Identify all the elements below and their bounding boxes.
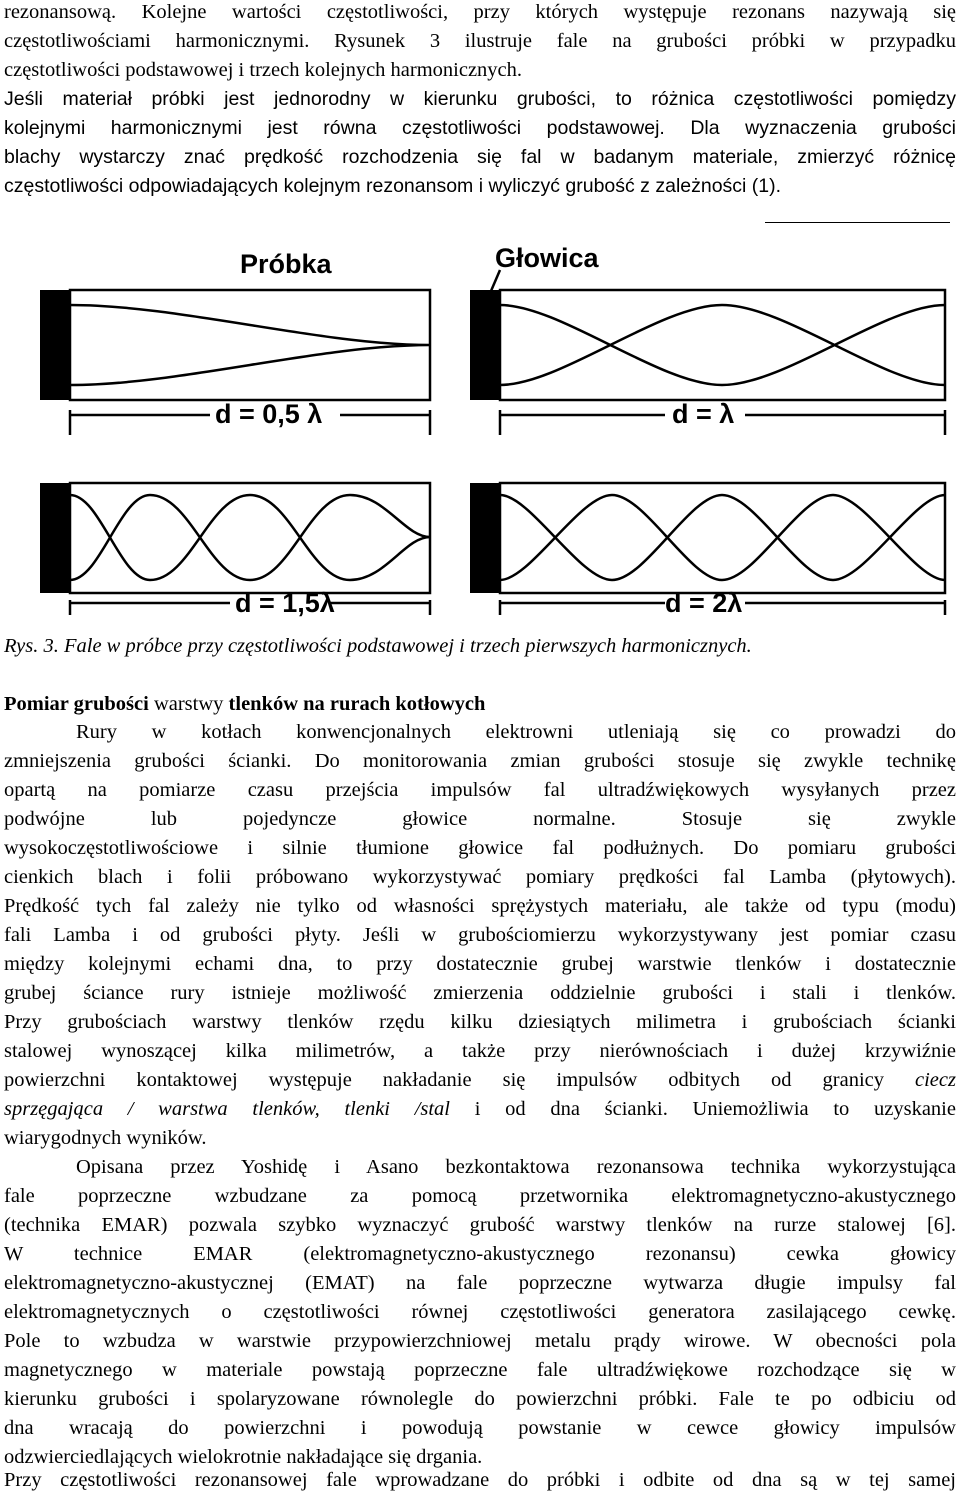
heading-part-1: Pomiar grubości (4, 693, 149, 715)
para1-last-line: wiarygodnych wyników. (4, 1127, 207, 1149)
section-heading (4, 690, 485, 719)
wave-figure (0, 225, 960, 625)
label-d1: d = 0,5 λ (215, 399, 323, 429)
para2-line-5: elektromagnetyczno-akustycznej (EMAT) na fale poprzeczne wytwarza długie impulsy fal (4, 1272, 956, 1294)
sans-line-3: blachy wystarczy znać prędkość rozchodzenia się fal w badanym materiale, zmierzyć różnicę (4, 146, 956, 168)
sans-line-2: kolejnymi harmonicznymi jest równa częstotliwości podstawowej. Dla wyznaczenia grubości (4, 117, 956, 139)
para1-line-11: Przy grubościach warstwy tlenków rzędu kilku dziesiątych milimetra i grubościach ścianki (4, 1011, 956, 1033)
figure-caption: Rys. 3. Fale w próbce przy częstotliwości podstawowej i trzech pierwszych harmonicznych. (4, 635, 752, 657)
para1-line-12: stalowej wynoszącej kilka milimetrów, a także przy nierównościach i dużej krzywiźnie (4, 1040, 956, 1062)
para2-line-10: dna wracają do powierzchni i powodują powstanie w cewce głowicy impulsów (4, 1417, 956, 1439)
transducer-block-3 (40, 483, 70, 593)
para2-line-8: magnetycznego w materiale powstają poprzeczne fale ultradźwiękowe rozchodzące się w (4, 1359, 956, 1381)
para1-line-2: zmniejszenia grubości ścianki. Do monitorowania zmian grubości stosuje się zwykle technikę (4, 750, 956, 772)
label-d4: d = 2λ (665, 588, 743, 618)
sample-bar-3 (70, 483, 430, 593)
intro-line-1: rezonansową. Kolejne wartości częstotliwości, przy których występuje rezonans nazywają się (4, 1, 956, 23)
para1-line-8: fali Lamba i od grubości płyty. Jeśli w grubościomierzu wykorzystywany jest pomiar czasu (4, 924, 956, 946)
para1-line-7: Prędkość tych fal zależy nie tylko od własności sprężystych materiału, ale także od typu (modu) (4, 895, 956, 917)
transducer-block-2 (470, 290, 500, 400)
label-sample: Próbka (240, 249, 332, 279)
para2-line-7: Pole to wzbudza w warstwie przypowierzchniowej metalu prądy wirowe. W obecności pola (4, 1330, 956, 1352)
para1-line-6: cienkich blach i folii próbowano wykorzystywać pomiary prędkości fal Lamba (płytowych). (4, 866, 956, 888)
para2-last-line: odzwierciedlających wielokrotnie nakładające się drgania. (4, 1446, 483, 1468)
heading-part-3: tlenków na rurach kotłowych (228, 693, 486, 715)
wave-1 (70, 305, 430, 385)
separator-line (765, 222, 950, 223)
wave-2 (500, 305, 945, 385)
para2-line-6: elektromagnetycznych o częstotliwości równej częstotliwości generatora zasilającego cewkę. (4, 1301, 956, 1323)
para2-line-3: (technika EMAR) pozwala szybko wyznaczyć grubość warstwy tlenków na rurze stalowej [6]. (4, 1214, 956, 1236)
para1-line-14-text: i od dna ścianki. Uniemożliwia to uzyskanie (450, 1098, 956, 1120)
para2-line-4: W technice EMAR (elektromagnetyczno-akustycznego rezonansu) cewka głowicy (4, 1243, 956, 1265)
para1-line-14 (4, 1095, 956, 1124)
label-d3: d = 1,5λ (235, 588, 335, 618)
final-line: Przy częstotliwości rezonansowej fale wprowadzane do próbki i odbite od dna są w tej samej (4, 1469, 956, 1491)
wave-3 (70, 495, 430, 580)
heading-part-2: warstwy (148, 693, 229, 715)
sans-line-4: częstotliwości odpowiadających kolejnym rezonansom i wyliczyć grubość z zależności (1). (4, 175, 782, 197)
para1-line-13-text: powierzchni kontaktowej występuje nakładanie się impulsów odbitych od granicy (4, 1069, 884, 1091)
para1-line-4: podwójne lub pojedyncze głowice normalne. Stosuje się zwykle (4, 808, 956, 830)
para2-line-2: fale poprzeczne wzbudzane za pomocą przetwornika elektromagnetyczno-akustycznego (4, 1185, 956, 1207)
intro-line-2: częstotliwościami harmonicznymi. Rysunek 3 ilustruje fale na grubości próbki w przypadku (4, 30, 956, 52)
wave-4 (500, 495, 945, 580)
para1-line-1: Rury w kotłach konwencjonalnych elektrowni utleniają się co prowadzi do (76, 721, 956, 743)
transducer-block-4 (470, 483, 500, 593)
para1-line-3: opartą na pomiarze czasu przejścia impulsów fal ultradźwiękowych wysyłanych przez (4, 779, 956, 801)
label-d2: d = λ (672, 399, 735, 429)
para1-line-14-italic: sprzęgająca / warstwa tlenków, tlenki /stal (4, 1098, 451, 1120)
sample-bar-2 (500, 290, 945, 400)
para2-line-9: kierunku grubości i spolaryzowane równolegle do powierzchni próbki. Fale te po odbiciu od (4, 1388, 956, 1410)
para1-line-9: między kolejnymi echami dna, to przy dostatecznie grubej warstwie tlenków i dostatecznie (4, 953, 956, 975)
para1-line-13-italic: ciecz (915, 1069, 956, 1091)
sample-bar-4 (500, 483, 945, 593)
label-head: Głowica (495, 243, 599, 273)
transducer-block-1 (40, 290, 70, 400)
sans-line-1: Jeśli materiał próbki jest jednorodny w kierunku grubości, to różnica częstotliwości pomiędzy (4, 88, 956, 110)
intro-line-3: częstotliwości podstawowej i trzech kolejnych harmonicznych. (4, 59, 523, 81)
para1-line-10: grubej ściance rury istnieje możliwość zmierzenia oddzielnie grubości i stali i tlenków. (4, 982, 956, 1004)
para1-line-13 (4, 1066, 956, 1095)
para1-line-5: wysokoczęstotliwościowe i silnie tłumione głowice fal podłużnych. Do pomiaru grubości (4, 837, 956, 859)
para2-line-1: Opisana przez Yoshidę i Asano bezkontaktowa rezonansowa technika wykorzystująca (76, 1156, 956, 1178)
